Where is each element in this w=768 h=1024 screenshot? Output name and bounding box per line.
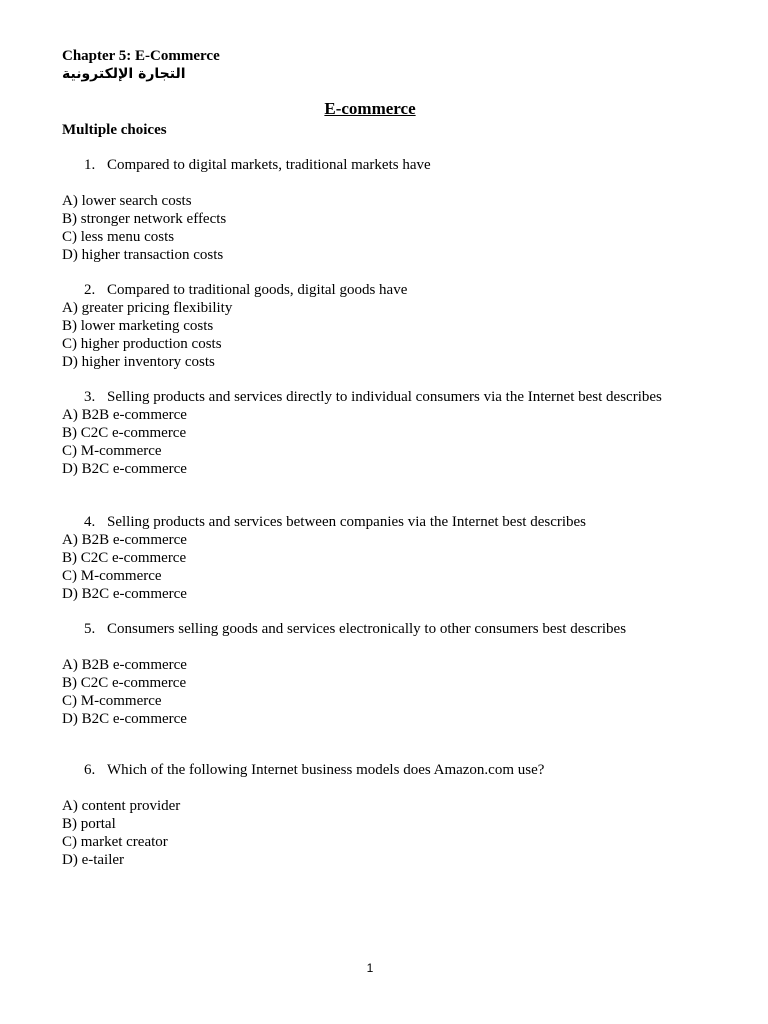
question-stem xyxy=(62,513,742,531)
answer-option: A) B2B e-commerce xyxy=(62,657,187,673)
answer-option: D) B2C e-commerce xyxy=(62,711,187,727)
answer-option: B) C2C e-commerce xyxy=(62,675,187,691)
answer-option: B) stronger network effects xyxy=(62,211,227,227)
question-6 xyxy=(62,761,742,869)
answer-options xyxy=(62,656,742,728)
question-number: 2. xyxy=(84,282,96,298)
question-number: 1. xyxy=(84,157,96,173)
answer-option: C) M-commerce xyxy=(62,693,162,709)
question-5 xyxy=(62,620,742,728)
answer-option: B) lower marketing costs xyxy=(62,318,214,334)
chapter-header xyxy=(62,47,220,83)
answer-options xyxy=(62,531,742,603)
question-stem xyxy=(62,281,742,299)
answer-option: A) content provider xyxy=(62,798,181,814)
chapter-title-arabic: التجارة الإلكترونية xyxy=(62,66,186,82)
answer-option: A) lower search costs xyxy=(62,193,192,209)
answer-options xyxy=(62,406,742,478)
question-text: Which of the following Internet business models does Amazon.com use? xyxy=(107,762,545,778)
answer-option: C) M-commerce xyxy=(62,443,162,459)
answer-option: C) market creator xyxy=(62,834,168,850)
answer-option: A) B2B e-commerce xyxy=(62,407,187,423)
answer-options xyxy=(62,299,742,371)
question-1 xyxy=(62,156,742,264)
question-3 xyxy=(62,388,742,478)
question-stem xyxy=(62,156,742,174)
question-stem xyxy=(62,620,742,638)
chapter-title: Chapter 5: E-Commerce xyxy=(62,48,220,64)
answer-option: B) portal xyxy=(62,816,116,832)
answer-option: A) B2B e-commerce xyxy=(62,532,187,548)
question-text: Compared to traditional goods, digital goods have xyxy=(107,282,408,298)
answer-option: D) B2C e-commerce xyxy=(62,586,187,602)
question-number: 5. xyxy=(84,621,96,637)
answer-option: B) C2C e-commerce xyxy=(62,425,187,441)
answer-options xyxy=(62,192,742,264)
answer-option: D) B2C e-commerce xyxy=(62,461,187,477)
answer-option: C) less menu costs xyxy=(62,229,175,245)
answer-option: C) M-commerce xyxy=(62,568,162,584)
answer-option: D) higher inventory costs xyxy=(62,354,215,370)
question-stem xyxy=(62,388,742,406)
answer-option: B) C2C e-commerce xyxy=(62,550,187,566)
answer-option: A) greater pricing flexibility xyxy=(62,300,233,316)
page-number: 1 xyxy=(366,961,374,975)
question-number: 3. xyxy=(84,389,96,405)
question-4 xyxy=(62,513,742,603)
answer-options xyxy=(62,797,742,869)
question-number: 6. xyxy=(84,762,96,778)
question-number: 4. xyxy=(84,514,96,530)
answer-option: C) higher production costs xyxy=(62,336,222,352)
answer-option: D) higher transaction costs xyxy=(62,247,224,263)
question-text: Compared to digital markets, traditional markets have xyxy=(107,157,431,173)
question-stem xyxy=(62,761,742,779)
question-text: Consumers selling goods and services electronically to other consumers best describes xyxy=(107,621,627,637)
question-text: Selling products and services between companies via the Internet best describes xyxy=(107,514,587,530)
section-heading: Multiple choices xyxy=(62,122,167,138)
question-text: Selling products and services directly to individual consumers via the Internet best describes xyxy=(107,389,662,405)
question-2 xyxy=(62,281,742,371)
answer-option: D) e-tailer xyxy=(62,852,125,868)
document-title: E-commerce xyxy=(324,99,416,118)
